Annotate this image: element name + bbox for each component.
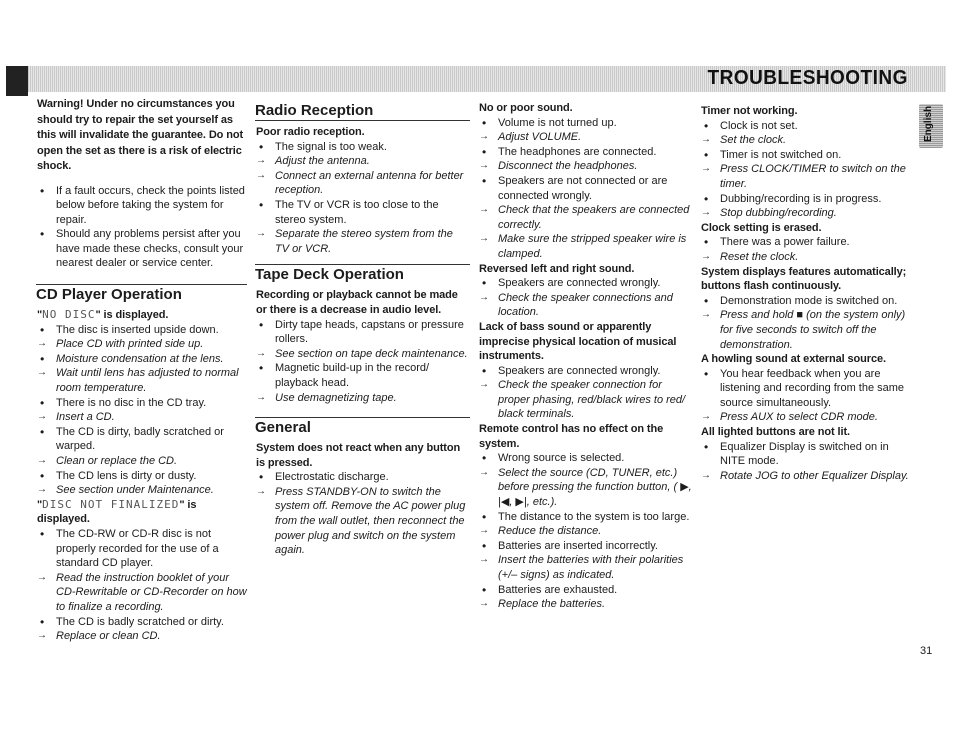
list-item: → Press CLOCK/TIMER to switch on the timer. (701, 162, 913, 191)
list-item: • Moisture condensation at the lens. (37, 352, 247, 367)
header-marker (6, 66, 28, 96)
column-2 (256, 101, 470, 558)
problem-list (37, 323, 247, 498)
list-item: • Timer is not switched on. (701, 148, 913, 163)
problem-heading: "DISC NOT FINALIZED" is displayed. (37, 497, 197, 526)
list-item: → Place CD with printed side up. (37, 337, 247, 352)
list-item: → Replace the batteries. (479, 597, 693, 612)
column-3 (479, 101, 693, 612)
list-item: • Dirty tape heads, capstans or pressure rollers. (256, 318, 470, 347)
problem-heading: System displays features automatically; buttons flash continuously. (701, 265, 907, 293)
problem-list (37, 527, 247, 644)
problem-heading: No or poor sound. (479, 102, 573, 114)
list-item: • You hear feedback when you are listening and recording from the same source simultaneously. (701, 367, 913, 411)
problem-list (701, 119, 913, 221)
problem-list (256, 318, 470, 406)
list-item: • Volume is not turned up. (479, 116, 693, 131)
problem-list (479, 451, 693, 612)
list-item: • There was a power failure. (701, 235, 913, 250)
problem-heading: Poor radio reception. (256, 126, 365, 138)
list-item: → Select the source (CD, TUNER, etc.) before pressing the function button, ( ▶, |◀, ▶|, etc.). (479, 466, 693, 510)
section-title-general: General (255, 417, 470, 437)
problem-list (479, 116, 693, 262)
list-item: → Disconnect the headphones. (479, 159, 693, 174)
list-item: → Set the clock. (701, 133, 913, 148)
problem-heading: Lack of bass sound or apparently imprecise physical location of musical instruments. (479, 320, 677, 363)
list-item: → Check that the speakers are connected correctly. (479, 203, 693, 232)
list-item: → Insert a CD. (37, 410, 247, 425)
list-item: • Magnetic build-up in the record/ playback head. (256, 361, 470, 390)
list-item: • The disc is inserted upside down. (37, 323, 247, 338)
list-item: → Press STANDBY-ON to switch the system off. Remove the AC power plug from the wall outlet, then reconnect the power plug and switch on the system again. (256, 485, 470, 558)
language-tab-label: English (923, 105, 934, 142)
list-item: • Speakers are connected wrongly. (479, 276, 693, 291)
lcd-text: NO DISC (42, 308, 96, 322)
list-item: → Read the instruction booklet of your CD-Rewritable or CD-Recorder on how to finalize a recording. (37, 571, 247, 615)
list-item: → Press and hold ■ (on the system only) for five seconds to switch off the demonstration. (701, 308, 913, 352)
section-title-cd: CD Player Operation (36, 284, 247, 304)
problem-list (256, 140, 470, 257)
list-item: • If a fault occurs, check the points listed below before taking the system for repair. (37, 184, 247, 228)
list-item: • Electrostatic discharge. (256, 470, 470, 485)
problem-heading: Recording or playback cannot be made or there is a decrease in audio level. (256, 289, 458, 316)
list-item: • Equalizer Display is switched on in NITE mode. (701, 440, 913, 469)
problem-heading: System does not react when any button is pressed. (256, 442, 461, 469)
list-item: → Check the speaker connections and location. (479, 291, 693, 320)
list-item: • Batteries are exhausted. (479, 583, 693, 598)
list-item: → See section under Maintenance. (37, 483, 247, 498)
list-item: → Make sure the stripped speaker wire is clamped. (479, 232, 693, 261)
language-tab (919, 104, 943, 148)
list-item: • There is no disc in the CD tray. (37, 396, 247, 411)
problem-list (701, 367, 913, 425)
list-item: → Replace or clean CD. (37, 629, 247, 644)
problem-heading: A howling sound at external source. (701, 353, 886, 366)
list-item: → Reset the clock. (701, 250, 913, 265)
list-item: → Adjust VOLUME. (479, 130, 693, 145)
warning-text: Warning! Under no circumstances you should try to repair the set yourself as this will invalidate the guarantee. Do not open the set as there is a risk of electric shock. (37, 98, 244, 172)
list-item: → Clean or replace the CD. (37, 454, 247, 469)
list-item: → Use demagnetizing tape. (256, 391, 470, 406)
problem-list (701, 440, 913, 484)
list-item: → Press AUX to select CDR mode. (701, 410, 913, 425)
problem-heading: Remote control has no effect on the system. (479, 423, 664, 450)
problem-heading: Clock setting is erased. (701, 221, 822, 234)
problem-list (701, 294, 913, 352)
intro-list (37, 184, 247, 272)
page-title: TROUBLESHOOTING (707, 67, 908, 89)
lcd-text: DISC NOT FINALIZED (42, 497, 180, 511)
list-item: • Wrong source is selected. (479, 451, 693, 466)
list-item: • The CD is dirty, badly scratched or warped. (37, 425, 247, 454)
list-item: → Adjust the antenna. (256, 154, 470, 169)
problem-list (701, 235, 913, 264)
list-item: → Wait until lens has adjusted to normal room temperature. (37, 366, 247, 395)
list-item: → Insert the batteries with their polarities (+/– signs) as indicated. (479, 553, 693, 582)
problem-heading: Reversed left and right sound. (479, 262, 635, 275)
list-item: • The headphones are connected. (479, 145, 693, 160)
problem-heading: All lighted buttons are not lit. (701, 426, 850, 439)
section-title-tape: Tape Deck Operation (255, 264, 470, 284)
list-item: • Batteries are inserted incorrectly. (479, 539, 693, 554)
list-item: → Rotate JOG to other Equalizer Display. (701, 469, 913, 484)
problem-heading-text: " is displayed. (37, 498, 197, 526)
page-number: 31 (920, 645, 933, 657)
column-1 (37, 97, 247, 644)
problem-list (479, 276, 693, 320)
problem-heading: "NO DISC" is displayed. (37, 308, 169, 322)
list-item: • The TV or VCR is too close to the stereo system. (256, 198, 470, 227)
list-item: • The CD is badly scratched or dirty. (37, 615, 247, 630)
list-item: • Speakers are connected wrongly. (479, 364, 693, 379)
list-item: • Demonstration mode is switched on. (701, 294, 913, 309)
problem-heading-text: " is displayed. (95, 309, 169, 322)
list-item: • Dubbing/recording is in progress. (701, 192, 913, 207)
list-item: • The signal is too weak. (256, 140, 470, 155)
list-item: → Check the speaker connection for proper phasing, red/black wires to red/ black terminals. (479, 378, 693, 422)
problem-list (256, 470, 470, 558)
section-title-radio: Radio Reception (255, 101, 470, 121)
list-item: → Connect an external antenna for better reception. (256, 169, 470, 198)
problem-list (479, 364, 693, 422)
column-4 (701, 104, 913, 483)
list-item: • Speakers are not connected or are connected wrongly. (479, 174, 693, 203)
list-item: • The CD lens is dirty or dusty. (37, 469, 247, 484)
problem-heading: Timer not working. (701, 105, 798, 117)
list-item: → Stop dubbing/recording. (701, 206, 913, 221)
list-item: • Should any problems persist after you have made these checks, consult your nearest dealer or service center. (37, 227, 247, 271)
list-item: • The distance to the system is too large. (479, 510, 693, 525)
list-item: → Reduce the distance. (479, 524, 693, 539)
list-item: → See section on tape deck maintenance. (256, 347, 470, 362)
list-item: → Separate the stereo system from the TV or VCR. (256, 227, 470, 256)
list-item: • The CD-RW or CD-R disc is not properly recorded for the use of a standard CD player. (37, 527, 247, 571)
list-item: • Clock is not set. (701, 119, 913, 134)
